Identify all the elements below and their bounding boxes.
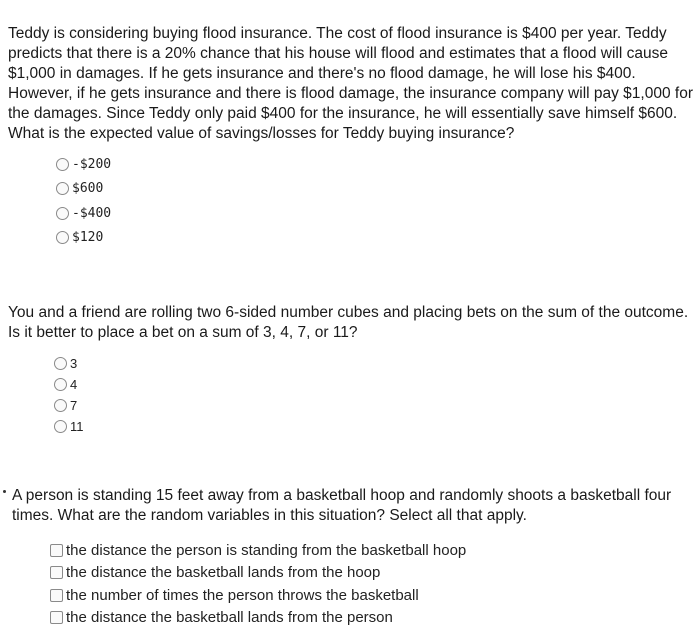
option-label: -$400 [72,206,111,221]
radio-button[interactable] [54,378,67,391]
question-3-option-1[interactable] [50,539,700,562]
option-label: -$200 [72,157,111,172]
option-label: 4 [70,377,77,392]
option-label: $600 [72,181,103,196]
radio-button[interactable] [56,207,69,220]
checkbox[interactable] [50,611,63,624]
checkbox[interactable] [50,544,63,557]
radio-button[interactable] [56,158,69,171]
question-3-options [0,539,700,629]
question-1-options [0,152,700,250]
question-3 [0,486,700,629]
checkbox[interactable] [50,566,63,579]
question-3-text: A person is standing 15 feet away from a basketball hoop and randomly shoots a basketball four times. What are the random variables in this situation? Select all that apply. [0,486,700,526]
question-3-option-2[interactable] [50,562,700,585]
option-label: the number of times the person throws the basketball [66,587,419,604]
option-label: 11 [70,419,84,434]
question-2-option-3[interactable] [54,395,700,416]
question-2-option-2[interactable] [54,374,700,395]
option-label: 3 [70,356,77,371]
option-label: $120 [72,230,103,245]
option-label: 7 [70,398,77,413]
question-1 [0,24,700,250]
radio-button[interactable] [56,231,69,244]
question-3-option-3[interactable] [50,584,700,607]
radio-button[interactable] [54,357,67,370]
option-label: the distance the basketball lands from the hoop [66,564,380,581]
question-1-option-3[interactable] [56,201,700,226]
checkbox[interactable] [50,589,63,602]
question-1-option-1[interactable] [56,152,700,177]
question-2 [0,303,700,437]
question-1-text: Teddy is considering buying flood insurance. The cost of flood insurance is $400 per year. Teddy predicts that there is a 20% chance that his house will flood and estimates that a flood will cause $1,000 in damages. If he gets insurance and there's no flood damage, he will lose his $400. However, if he gets insurance and there is flood damage, the insurance company will pay $1,000 for the damages. Since Teddy only paid $400 for the insurance, he will essentially save himself $600. What is the expected value of savings/losses for Teddy buying insurance? [0,24,700,144]
question-2-option-4[interactable] [54,416,700,437]
radio-button[interactable] [54,420,67,433]
option-label: the distance the person is standing from the basketball hoop [66,542,466,559]
question-2-text: You and a friend are rolling two 6-sided number cubes and placing bets on the sum of the outcome. Is it better to place a bet on a sum of 3, 4, 7, or 11? [0,303,700,343]
question-1-option-4[interactable] [56,226,700,251]
question-1-option-2[interactable] [56,177,700,202]
option-label: the distance the basketball lands from the person [66,609,393,626]
question-2-option-1[interactable] [54,353,700,374]
radio-button[interactable] [54,399,67,412]
radio-button[interactable] [56,182,69,195]
question-2-options [0,353,700,437]
